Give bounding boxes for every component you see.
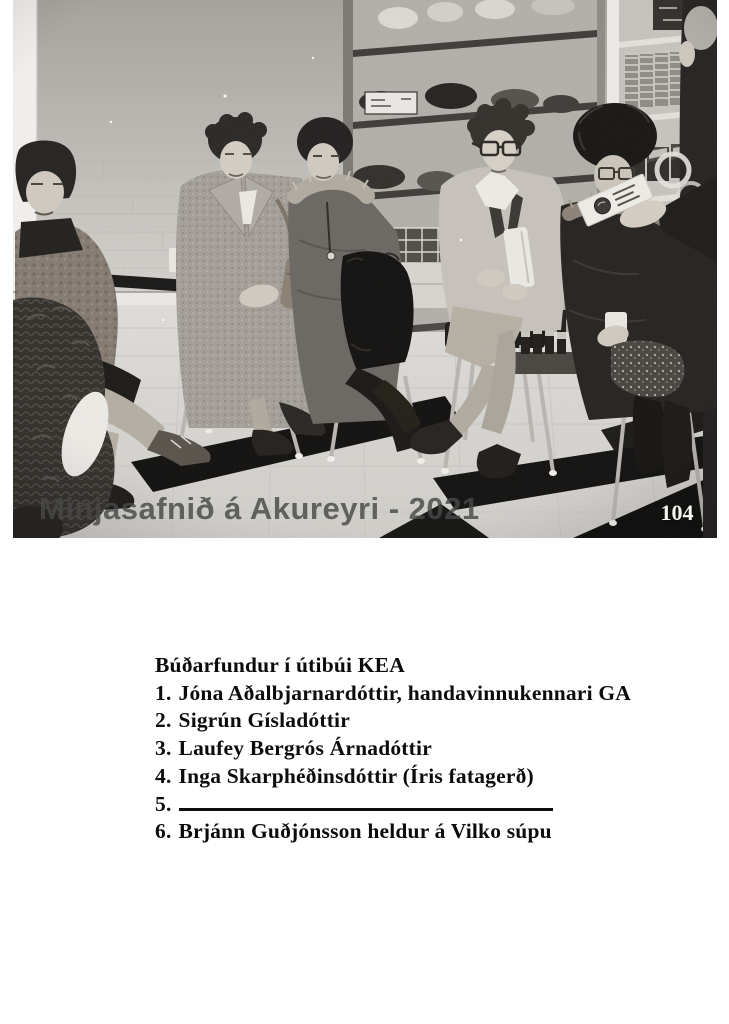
caption-line-5 [155,791,631,819]
museum-watermark: Minjasafnið á Akureyri - 2021 [39,491,480,526]
caption-line-3 [155,735,631,763]
caption-number: 4. [155,763,172,788]
caption-text: Laufey Bergrós Árnadóttir [178,736,432,761]
caption-number: 6. [155,819,172,844]
caption-text: Jóna Aðalbjarnardóttir, handavinnukennari GA [178,680,631,705]
caption-number: 1. [155,680,172,705]
blank-underline [179,808,553,811]
caption-text: Brjánn Guðjónsson heldur á Vilko súpu [178,819,552,844]
photo-scene [13,0,717,538]
caption-number: 2. [155,708,172,733]
caption-title: Búðarfundur í útibúi KEA [155,653,405,677]
photo [13,0,717,538]
caption-text: Sigrún Gísladóttir [178,708,350,733]
caption-line-4 [155,763,631,791]
caption-text: Inga Skarphéðinsdóttir (Íris fatagerð) [178,763,534,788]
film-grain [13,0,717,538]
caption-line-1 [155,680,631,708]
caption-number: 5. [155,791,172,816]
caption-line-6 [155,818,631,846]
photo-caption [155,652,631,846]
page-number: 104 [660,500,694,525]
caption-line-2 [155,707,631,735]
caption-number: 3. [155,736,172,761]
